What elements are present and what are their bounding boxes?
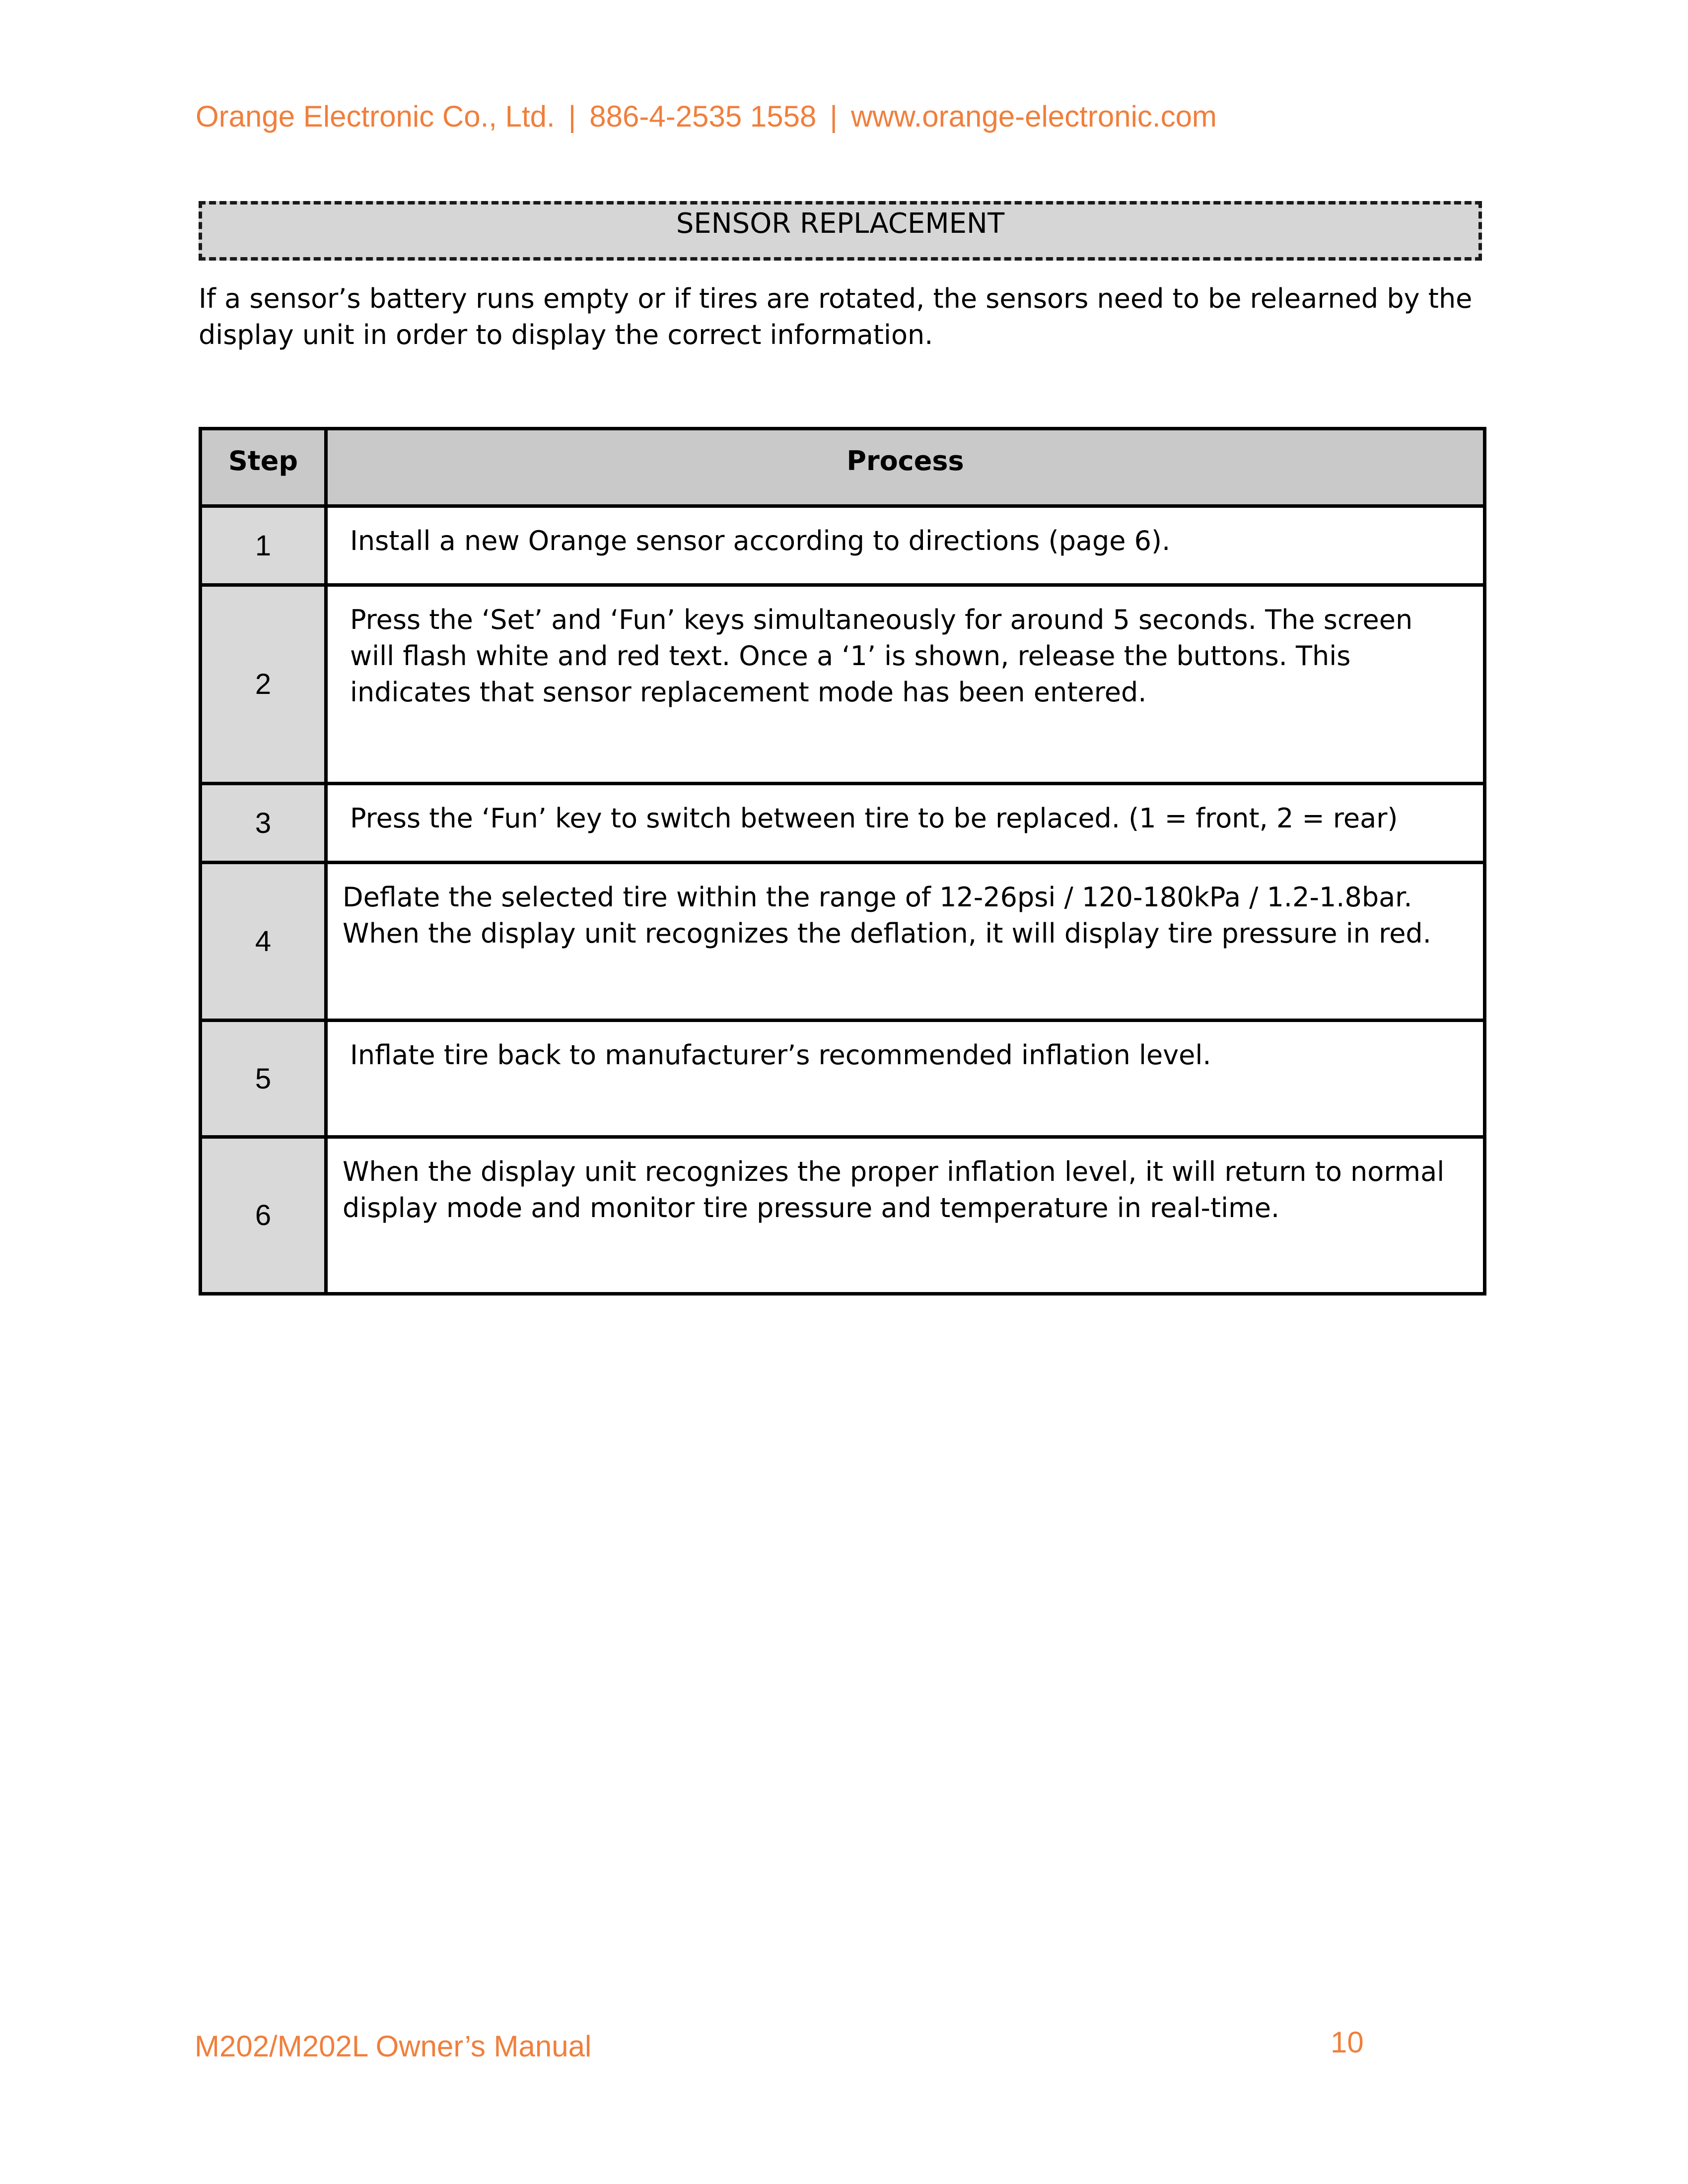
step-process: When the display unit recognizes the proper inflation level, it will return to normal display mode and monitor tire pressure and temperature in real-time. (326, 1137, 1485, 1294)
header-separator: | (830, 100, 838, 133)
section-title-text: SENSOR REPLACEMENT (676, 207, 1005, 240)
step-number: 1 (201, 506, 326, 585)
footer-page-number: 10 (1331, 2026, 1364, 2059)
header-company: Orange Electronic Co., Ltd. (196, 100, 555, 133)
footer-manual-title: M202/M202L Owner’s Manual (195, 2030, 592, 2063)
table-row (201, 1021, 1485, 1137)
table-row (201, 506, 1485, 585)
header-phone: 886-4-2535 1558 (589, 100, 817, 133)
steps-table (199, 427, 1486, 1296)
step-process: Press the ‘Fun’ key to switch between tire to be replaced. (1 = front, 2 = rear) (326, 784, 1485, 863)
header-website[interactable]: www.orange-electronic.com (850, 100, 1217, 133)
step-number: 4 (201, 863, 326, 1021)
column-header-process: Process (326, 429, 1485, 506)
column-header-step: Step (201, 429, 326, 506)
section-title (199, 201, 1482, 261)
table-row (201, 585, 1485, 784)
step-process: Install a new Orange sensor according to directions (page 6). (326, 506, 1485, 585)
table-row (201, 1137, 1485, 1294)
table-row (201, 863, 1485, 1021)
step-number: 5 (201, 1021, 326, 1137)
header-separator: | (568, 100, 576, 133)
intro-paragraph: If a sensor’s battery runs empty or if tires are rotated, the sensors need to be relearned by the display unit in order to display the correct information. (199, 283, 1473, 350)
table-row (201, 784, 1485, 863)
page-header (196, 99, 1217, 134)
step-process: Deflate the selected tire within the range of 12-26psi / 120-180kPa / 1.2-1.8bar. When the display unit recognizes the deflation, it will display tire pressure in red. (326, 863, 1485, 1021)
step-number: 6 (201, 1137, 326, 1294)
step-process: Press the ‘Set’ and ‘Fun’ keys simultaneously for around 5 seconds. The screen will flash white and red text. Once a ‘1’ is shown, release the buttons. This indicates that sensor replacement mode has been entered. (326, 585, 1485, 784)
step-process: Inflate tire back to manufacturer’s recommended inflation level. (326, 1021, 1485, 1137)
step-number: 2 (201, 585, 326, 784)
step-number: 3 (201, 784, 326, 863)
table-header-row (201, 429, 1485, 506)
